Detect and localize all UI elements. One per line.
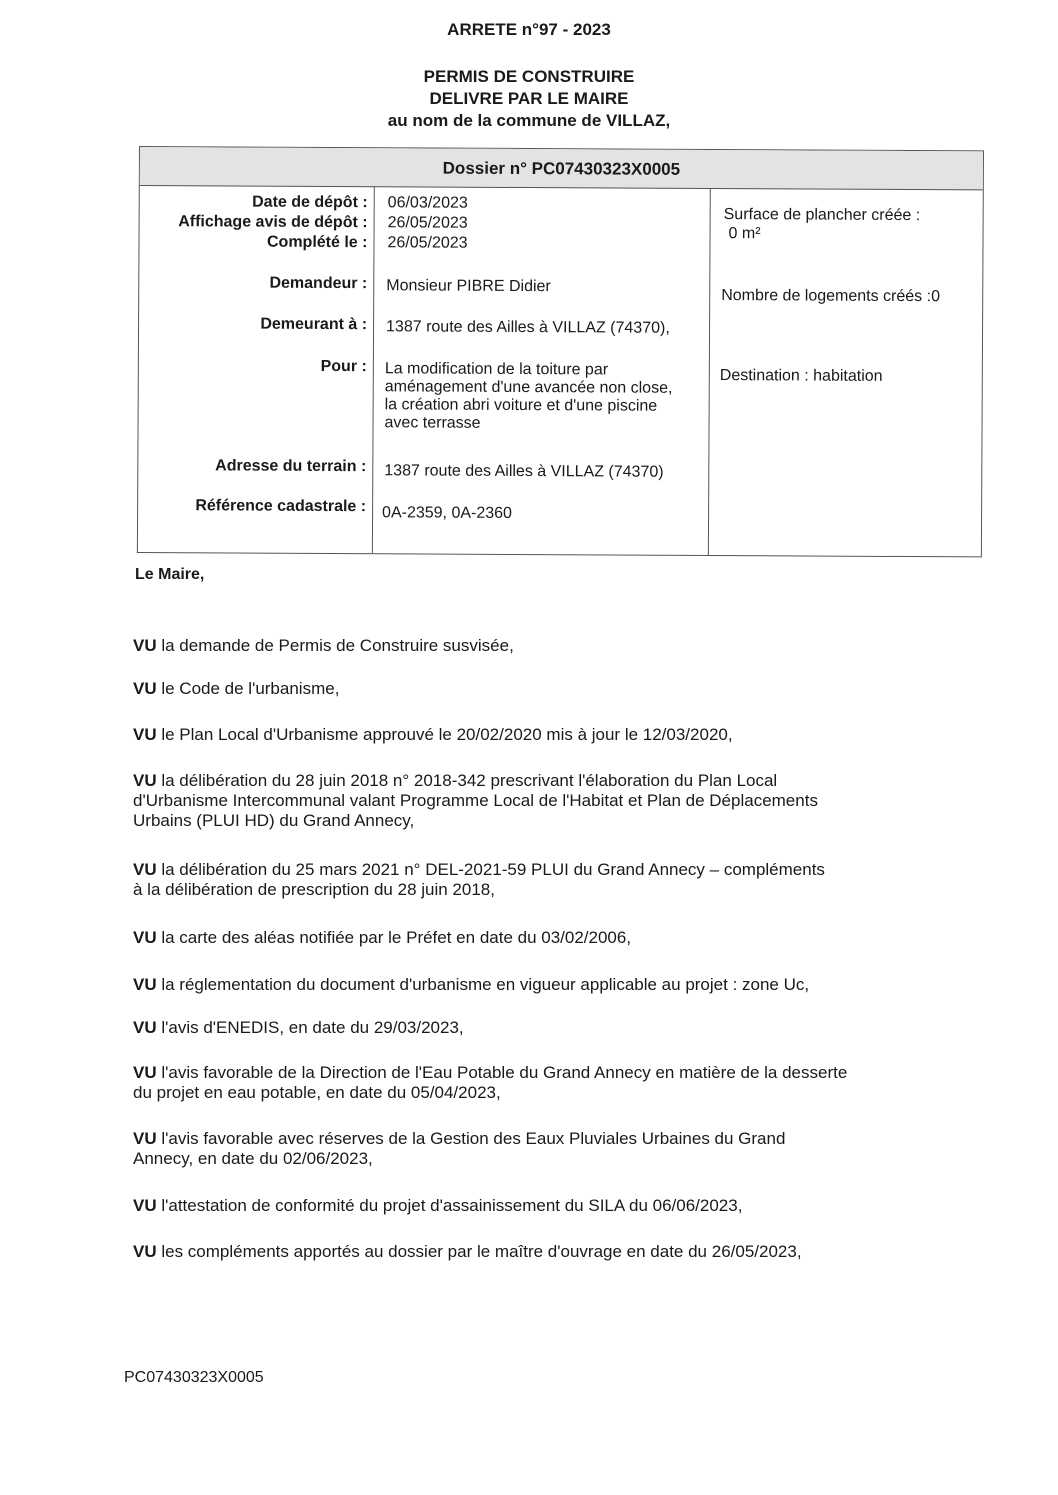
vu-keyword: VU (133, 771, 157, 790)
vu-item (133, 771, 933, 831)
vu-keyword: VU (133, 725, 157, 744)
demeurant-label: Demeurant à : (260, 315, 368, 334)
vu-text: Annecy, en date du 02/06/2023, (133, 1149, 373, 1168)
vu-text: l'avis d'ENEDIS, en date du 29/03/2023, (156, 1018, 464, 1037)
commune-line: au nom de la commune de VILLAZ, (387, 111, 671, 130)
vu-item (133, 1129, 933, 1169)
vu-keyword: VU (133, 1242, 157, 1261)
vu-item (133, 679, 933, 699)
arrete-title: ARRETE n°97 - 2023 (447, 20, 611, 39)
vu-text: d'Urbanisme Intercommunal valant Programme Local de l'Habitat et Plan de Déplacements (133, 791, 818, 810)
vu-text: la délibération du 25 mars 2021 n° DEL-2021-59 PLUI du Grand Annecy – compléments (156, 860, 825, 879)
vu-keyword: VU (133, 1196, 157, 1215)
vu-keyword: VU (133, 636, 157, 655)
vu-text: la carte des aléas notifiée par le Préfet en date du 03/02/2006, (156, 928, 632, 947)
vu-text: la délibération du 28 juin 2018 n° 2018-342 prescrivant l'élaboration du Plan Local (156, 771, 778, 790)
vu-keyword: VU (133, 1129, 157, 1148)
complete-label: Complété le : (266, 233, 368, 252)
vu-text: l'attestation de conformité du projet d'assainissement du SILA du 06/06/2023, (156, 1196, 743, 1215)
vu-item (133, 975, 933, 995)
date-depot-value: 06/03/2023 (387, 194, 468, 212)
footer-reference: PC07430323X0005 (124, 1369, 264, 1386)
pour-line-3: la création abri voiture et d'une piscine (384, 396, 658, 415)
vu-text: les compléments apportés au dossier par le maître d'ouvrage en date du 26/05/2023, (156, 1242, 802, 1261)
permit-type-line: PERMIS DE CONSTRUIRE (423, 67, 635, 86)
issuer-line: DELIVRE PAR LE MAIRE (429, 89, 629, 108)
pour-line-4: avec terrasse (384, 414, 481, 432)
le-maire-heading: Le Maire, (135, 566, 205, 583)
vu-item (133, 1242, 933, 1262)
pour-line-1: La modification de la toiture par (384, 360, 609, 379)
vu-text: la demande de Permis de Construire susvisée, (156, 636, 514, 655)
cadastre-value: 0A-2359, 0A-2360 (382, 504, 513, 522)
destination-value: Destination : habitation (719, 367, 883, 385)
column-divider (372, 186, 375, 553)
demandeur-value: Monsieur PIBRE Didier (386, 277, 551, 296)
vu-item (133, 725, 933, 745)
vu-text: l'avis favorable de la Direction de l'Eau Potable du Grand Annecy en matière de la desserte (156, 1063, 848, 1082)
vu-text: l'avis favorable avec réserves de la Gestion des Eaux Pluviales Urbaines du Grand (156, 1129, 786, 1148)
adresse-value: 1387 route des Ailles à VILLAZ (74370) (384, 462, 664, 481)
complete-value: 26/05/2023 (387, 234, 468, 252)
vu-keyword: VU (133, 860, 157, 879)
cadastre-label: Référence cadastrale : (195, 497, 367, 516)
vu-item (133, 860, 933, 900)
vu-text: le Plan Local d'Urbanisme approuvé le 20/02/2020 mis à jour le 12/03/2020, (156, 725, 733, 744)
demandeur-label: Demandeur : (269, 274, 368, 293)
vu-text: la réglementation du document d'urbanisme en vigueur applicable au projet : zone Uc, (156, 975, 810, 994)
date-depot-label: Date de dépôt : (252, 193, 368, 212)
pour-label: Pour : (320, 357, 367, 376)
vu-item (133, 1196, 933, 1216)
dossier-summary-box (137, 146, 984, 557)
dossier-number: Dossier n° PC07430323X0005 (140, 147, 983, 190)
vu-text: à la délibération de prescription du 28 juin 2018, (133, 880, 495, 899)
adresse-label: Adresse du terrain : (215, 457, 367, 476)
vu-item (133, 636, 933, 656)
vu-keyword: VU (133, 928, 157, 947)
vu-text: Urbains (PLUI HD) du Grand Annecy, (133, 811, 415, 830)
vu-text: du projet en eau potable, en date du 05/04/2023, (133, 1083, 501, 1102)
surface-label: Surface de plancher créée : (723, 206, 921, 225)
logements-value: Nombre de logements créés :0 (721, 287, 941, 306)
demeurant-value: 1387 route des Ailles à VILLAZ (74370), (386, 318, 670, 337)
vu-keyword: VU (133, 975, 157, 994)
vu-item (133, 928, 933, 948)
vu-keyword: VU (133, 679, 157, 698)
vu-item (133, 1063, 933, 1103)
vu-keyword: VU (133, 1063, 157, 1082)
affichage-value: 26/05/2023 (387, 214, 468, 232)
affichage-label: Affichage avis de dépôt : (178, 213, 368, 232)
vu-text: le Code de l'urbanisme, (156, 679, 340, 698)
pour-line-2: aménagement d'une avancée non close, (384, 378, 673, 397)
surface-value: 0 m² (728, 225, 761, 243)
vu-keyword: VU (133, 1018, 157, 1037)
vu-item (133, 1018, 933, 1038)
column-divider (708, 188, 711, 555)
